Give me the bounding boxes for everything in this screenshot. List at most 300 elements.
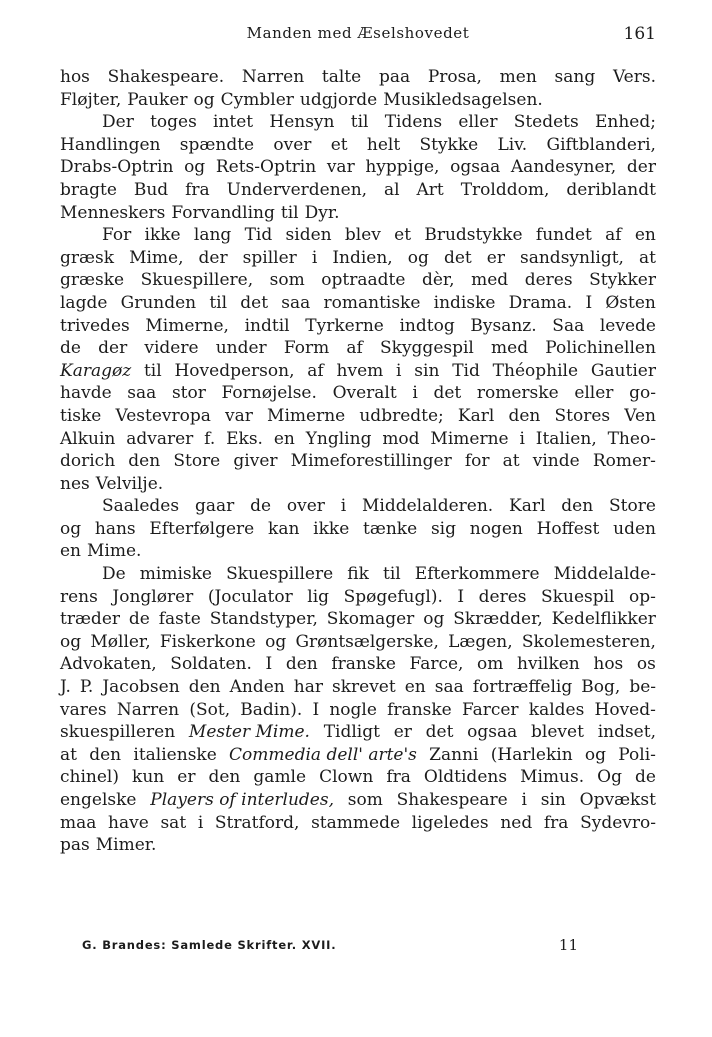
word: fra [386, 767, 411, 788]
word: hans [94, 518, 136, 539]
word: ogsaa [467, 722, 518, 743]
word: Grunden [120, 292, 197, 313]
word: Og [597, 767, 622, 788]
word: gaar [194, 496, 235, 517]
word: det [433, 383, 462, 404]
word: fik [347, 564, 369, 585]
word: en [404, 677, 426, 698]
word: bragte [60, 179, 117, 200]
text-line [60, 134, 656, 157]
word: faste [158, 609, 201, 630]
word: tænke [363, 518, 418, 539]
word: Ven [624, 405, 656, 426]
word: udbredte; [359, 405, 444, 426]
word: Skolemesteren, [521, 631, 656, 652]
word: dèr, [421, 270, 455, 291]
word: Skuespil [541, 586, 615, 607]
text-line [60, 202, 656, 225]
word: græsk [60, 247, 115, 268]
word: til [350, 112, 369, 133]
word: I [457, 586, 465, 607]
word: den [208, 767, 241, 788]
word: Eks. [226, 428, 263, 449]
word: Rets-Optrin [215, 157, 317, 178]
word: fra [543, 812, 569, 833]
word: Karl [509, 496, 546, 517]
word: indtog [399, 315, 455, 336]
word: den [128, 451, 161, 472]
word: Mimeforestillinger [290, 451, 452, 472]
word: og [60, 631, 82, 652]
word: om [477, 654, 504, 675]
word: Mimerne [430, 428, 509, 449]
word: Brudstykke [424, 225, 523, 246]
word: deriblandt [566, 179, 656, 200]
word: Yngling [305, 428, 372, 449]
body-text [60, 66, 656, 857]
word: talte [321, 67, 362, 87]
word: de [250, 496, 272, 517]
word: og [584, 744, 607, 765]
word: havde [60, 383, 112, 404]
word: er [486, 247, 505, 268]
word: til [382, 564, 401, 585]
word: italienske [133, 744, 217, 765]
word: Dyr. [304, 202, 340, 223]
word: Théophile [492, 360, 579, 381]
word: ned [500, 812, 533, 833]
word: I [265, 654, 273, 675]
word: chinel) [60, 767, 119, 788]
word: Stykke [419, 134, 479, 155]
word: advarer [126, 428, 194, 449]
text-line [60, 518, 656, 541]
word: udgjorde [299, 89, 378, 110]
word: vares [60, 699, 107, 720]
word: i [396, 360, 402, 381]
word: P. [79, 677, 94, 698]
word: Sydevro- [580, 812, 656, 833]
word: der [626, 157, 656, 178]
word: er [393, 722, 412, 743]
word: til [143, 360, 162, 381]
word: det [240, 292, 269, 313]
word: Stedets [513, 112, 579, 133]
word: saa [127, 383, 157, 404]
word: tiske [60, 405, 102, 426]
word: rens [60, 586, 98, 607]
word: som [347, 790, 383, 810]
word: Østen [605, 292, 656, 313]
word: deres [524, 270, 573, 291]
italic-word: Karagøz [60, 360, 132, 381]
word: Pauker [127, 89, 188, 110]
word: sang [554, 67, 596, 87]
italic-word: Players of interludes, [150, 790, 334, 810]
text-line [60, 315, 656, 338]
word: Tidens [384, 112, 443, 133]
word: I [585, 292, 593, 313]
text-line [60, 812, 656, 835]
word: en [60, 541, 82, 562]
word: Mimus. [520, 767, 585, 788]
word: sat [160, 812, 187, 833]
word: var [326, 157, 355, 178]
word: Gautier [590, 360, 656, 381]
word: i [521, 790, 527, 810]
word: Spøgefugl). [343, 586, 443, 607]
word: Forvandling [171, 202, 275, 223]
word: fra [185, 179, 210, 200]
text-line [60, 360, 656, 383]
word: Theo- [607, 428, 656, 449]
word: kun [132, 767, 165, 788]
word: Store [609, 496, 656, 517]
word: (Harlekin [490, 744, 573, 765]
word: indset, [597, 722, 656, 743]
word: Stores [554, 405, 611, 426]
word: Skuespillere, [140, 270, 254, 291]
word: og [184, 157, 206, 178]
word: Mime, [129, 247, 184, 268]
word: trivedes [60, 315, 130, 336]
word: Giftblanderi, [546, 134, 656, 155]
word: Middelalderen. [362, 496, 494, 517]
word: indiske [433, 292, 496, 313]
word: blev [344, 225, 381, 246]
word: Poli- [618, 744, 656, 765]
word: spændte [179, 134, 255, 155]
word: Badin). [240, 699, 303, 720]
text-line [60, 789, 656, 812]
word: (Joculator [207, 586, 293, 607]
word: (Sot, [189, 699, 231, 720]
word: Advokaten, [60, 654, 157, 675]
word: Møller, [90, 631, 151, 652]
word: Narren [241, 67, 305, 87]
word: giver [233, 451, 278, 472]
word: kaldes [528, 699, 585, 720]
word: Efterfølgere [149, 518, 255, 539]
word: Bog, [581, 677, 621, 698]
text-line [60, 653, 656, 676]
text-line [60, 631, 656, 654]
word: lagde [60, 292, 108, 313]
text-line [60, 676, 656, 699]
word: over [273, 134, 312, 155]
word: Hoved- [594, 699, 656, 720]
word: uden [613, 518, 656, 539]
word: Tidligt [323, 722, 380, 743]
word: Kedelflikker [551, 609, 656, 630]
word: Velvilje. [95, 473, 164, 494]
word: Skuespillere [226, 564, 334, 585]
word: Farcer [461, 699, 519, 720]
word: romantiske [323, 292, 421, 313]
word: til [209, 292, 228, 313]
word: Lægen, [448, 631, 513, 652]
word: Fiskerkone [159, 631, 256, 652]
word: optraadte [321, 270, 406, 291]
word: maa [60, 812, 97, 833]
word: mod [382, 428, 420, 449]
text-line [60, 699, 656, 722]
text-line [60, 428, 656, 451]
word: Drabs-Optrin [60, 157, 174, 178]
text-line [60, 563, 656, 586]
word: Art [416, 179, 444, 200]
sheet-number: 11 [558, 936, 578, 954]
text-line [60, 89, 656, 112]
word: gamle [253, 767, 307, 788]
word: Standstyper, [209, 609, 318, 630]
word: at [639, 247, 656, 268]
word: Overalt [332, 383, 397, 404]
word: Musikledsagelsen. [383, 89, 543, 110]
word: Tid [244, 225, 273, 246]
word: De [102, 564, 126, 585]
word: det [443, 247, 472, 268]
word: videre [144, 338, 199, 359]
printer-signature: G. Brandes: Samlede Skrifter. XVII. [82, 938, 337, 952]
word: hvem [336, 360, 384, 381]
word: skuespilleren [60, 722, 176, 743]
word: indtil [244, 315, 290, 336]
word: Underverdenen, [226, 179, 368, 200]
word: for [464, 451, 490, 472]
word: romerske [476, 383, 559, 404]
word: Farce, [409, 654, 464, 675]
word: Opvækst [579, 790, 656, 810]
text-line [60, 450, 656, 473]
word: træder [60, 609, 121, 630]
word: lang [193, 225, 232, 246]
text-line [60, 540, 656, 563]
word: i [311, 247, 318, 268]
word: af [605, 225, 622, 246]
word: der [98, 338, 128, 359]
word: Handlingen [60, 134, 161, 155]
word: Skyggespil [380, 338, 474, 359]
word: have [108, 812, 149, 833]
word: Tyrkerne [305, 315, 384, 336]
word: de [128, 609, 150, 630]
word: græske [60, 270, 125, 291]
word: Bysanz. [470, 315, 537, 336]
italic-word: Commedia dell' arte's [229, 744, 417, 765]
word: et [394, 225, 412, 246]
word: siden [285, 225, 332, 246]
word: i [197, 812, 204, 833]
word: Shakespeare. [107, 67, 225, 87]
word: og [423, 609, 445, 630]
word: hyppige, [365, 157, 440, 178]
word: al [384, 179, 400, 200]
text-line [60, 111, 656, 134]
word: Hensyn [269, 112, 335, 133]
word: Jacobsen [102, 677, 180, 698]
text-line [60, 473, 656, 496]
word: Grøntsælgerske, [295, 631, 439, 652]
word: sin [414, 360, 440, 381]
word: blevet [531, 722, 584, 743]
word: Romer- [592, 451, 656, 472]
word: sandsynligt, [520, 247, 624, 268]
word: men [499, 67, 537, 87]
text-line [60, 608, 656, 631]
word: I [312, 699, 320, 720]
word: eller [574, 383, 614, 404]
word: og [407, 247, 429, 268]
text-line [60, 292, 656, 315]
text-line [60, 834, 656, 857]
word: deres [478, 586, 527, 607]
word: Menneskers [60, 202, 166, 223]
word: ikke [313, 518, 350, 539]
word: Soldaten. [170, 654, 252, 675]
word: Liv. [497, 134, 528, 155]
word: at [60, 744, 77, 765]
word: Hoffest [536, 518, 600, 539]
word: engelske [60, 790, 137, 810]
word: Enhed; [594, 112, 656, 133]
word: go- [629, 383, 656, 404]
word: Jonglører [112, 586, 194, 607]
word: et [330, 134, 348, 155]
word: spiller [242, 247, 297, 268]
word: saa [434, 677, 464, 698]
word: af [346, 338, 363, 359]
word: var [225, 405, 253, 426]
text-line [60, 586, 656, 609]
word: Skrædder, [453, 609, 543, 630]
word: Vestevropa [115, 405, 211, 426]
word: har [293, 677, 323, 698]
word: der [198, 247, 228, 268]
word: de [635, 767, 656, 788]
word: stammede [311, 812, 401, 833]
word: Stykker [589, 270, 656, 291]
word: Form [283, 338, 330, 359]
word: vinde [532, 451, 580, 472]
word: Skomager [326, 609, 415, 630]
word: under [215, 338, 267, 359]
word: med [471, 270, 509, 291]
word: nogle [329, 699, 377, 720]
text-line [60, 405, 656, 428]
text-line [60, 179, 656, 202]
word: er [177, 767, 196, 788]
word: stor [171, 383, 206, 404]
word: Alkuin [60, 428, 116, 449]
word: over [286, 496, 325, 517]
word: Oldtidens [423, 767, 508, 788]
word: be- [629, 677, 656, 698]
word: Zanni [429, 744, 479, 765]
word: nes [60, 473, 90, 494]
word: Polichinellen [545, 338, 656, 359]
word: Saaledes [102, 496, 180, 517]
word: sig [430, 518, 456, 539]
word: at [502, 451, 520, 472]
word: som [269, 270, 305, 291]
word: Mimerne [267, 405, 346, 426]
word: op- [629, 586, 656, 607]
word: Prosa, [427, 67, 482, 87]
word: den [561, 496, 594, 517]
text-line [60, 66, 656, 89]
word: Cymbler [220, 89, 294, 110]
word: nogen [469, 518, 523, 539]
word: og [193, 89, 215, 110]
word: toges [150, 112, 197, 133]
word: i [412, 383, 418, 404]
word: Store [173, 451, 221, 472]
word: i [340, 496, 347, 517]
text-line [60, 495, 656, 518]
word: Karl [457, 405, 495, 426]
word: dorich [60, 451, 116, 472]
word: Middelalde- [553, 564, 656, 585]
word: eller [458, 112, 498, 133]
word: Drama. [508, 292, 573, 313]
word: Tid [452, 360, 480, 381]
word: Shakespeare [396, 790, 508, 810]
word: en [634, 225, 656, 246]
word: mimiske [139, 564, 212, 585]
text-line [60, 744, 656, 767]
word: Clown [319, 767, 374, 788]
word: fortræffelig [472, 677, 573, 698]
word: os [636, 654, 656, 675]
word: franske [387, 699, 452, 720]
word: Italien, [535, 428, 597, 449]
word: Efterkommere [414, 564, 540, 585]
word: Aandesyner, [510, 157, 617, 178]
word: hos [593, 654, 624, 675]
word: skrevet [331, 677, 396, 698]
word: franske [331, 654, 396, 675]
word: hos [60, 67, 90, 87]
text-line [60, 247, 656, 270]
word: helt [366, 134, 401, 155]
word: den [188, 677, 221, 698]
word: For [102, 225, 132, 246]
word: Der [102, 112, 134, 133]
word: den [285, 654, 318, 675]
word: til [280, 202, 299, 223]
word: Fløjter, [60, 89, 122, 110]
page-footer [82, 938, 578, 956]
word: sin [540, 790, 566, 810]
text-line [60, 337, 656, 360]
word: Saa [552, 315, 585, 336]
word: J. [60, 677, 71, 698]
word: det [425, 722, 454, 743]
word: pas [60, 835, 90, 856]
word: ogsaa [450, 157, 501, 178]
text-line [60, 766, 656, 789]
word: Indien, [332, 247, 393, 268]
word: i [519, 428, 525, 449]
word: Narren [116, 699, 180, 720]
word: hvilken [517, 654, 580, 675]
word: lig [307, 586, 330, 607]
word: Bud [133, 179, 169, 200]
text-line [60, 721, 656, 744]
word: de [60, 338, 81, 359]
text-line [60, 382, 656, 405]
